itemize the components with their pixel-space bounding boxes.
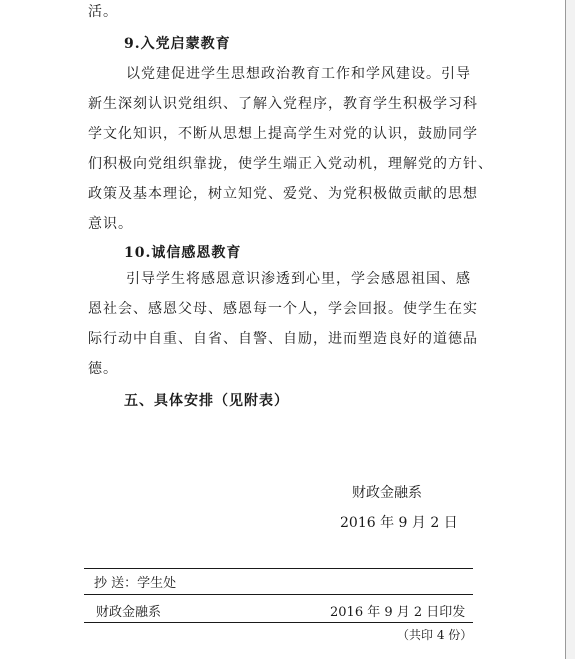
footer-middle-rule <box>84 594 473 595</box>
section-9-heading: 9.入党启蒙教育 <box>124 36 231 52</box>
section-9-line: 们积极向党组织靠拢，使学生端正入党动机，理解党的方针、 <box>88 156 493 172</box>
footer-bottom-rule <box>84 622 473 623</box>
section-5-heading: 五、具体安排（见附表） <box>124 393 289 409</box>
section-9-line: 学文化知识，不断从思想上提高学生对党的认识，鼓励同学 <box>88 126 478 142</box>
section-9-line: 政策及基本理论，树立知党、爱党、为党积极做贡献的思想 <box>88 186 478 202</box>
footer-copies: （共印 4 份） <box>397 628 473 642</box>
carryover-line: 活。 <box>88 4 118 20</box>
section-10-line: 恩社会、感恩父母、感恩每一个人，学会回报。使学生在实 <box>88 301 478 317</box>
section-10-heading: 10.诚信感恩教育 <box>124 245 242 261</box>
signature-department: 财政金融系 <box>352 485 422 501</box>
footer-issuer: 财政金融系 <box>96 605 162 620</box>
footer-issue-date: 2016 年 9 月 2 日印发 <box>330 605 466 620</box>
footer-cc: 抄 送：学生处 <box>94 576 177 591</box>
footer-top-rule <box>84 568 473 569</box>
section-9-line: 意识。 <box>88 216 133 232</box>
section-10-line: 引导学生将感恩意识渗透到心里，学会感恩祖国、感 <box>126 271 471 287</box>
signature-date: 2016 年 9 月 2 日 <box>340 515 458 531</box>
section-9-line: 以党建促进学生思想政治教育工作和学风建设。引导 <box>126 66 471 82</box>
section-10-line: 德。 <box>88 361 118 377</box>
section-9-line: 新生深刻认识党组织、了解入党程序，教育学生积极学习科 <box>88 96 478 112</box>
section-10-line: 际行动中自重、自省、自警、自励，进而塑造良好的道德品 <box>88 331 478 347</box>
